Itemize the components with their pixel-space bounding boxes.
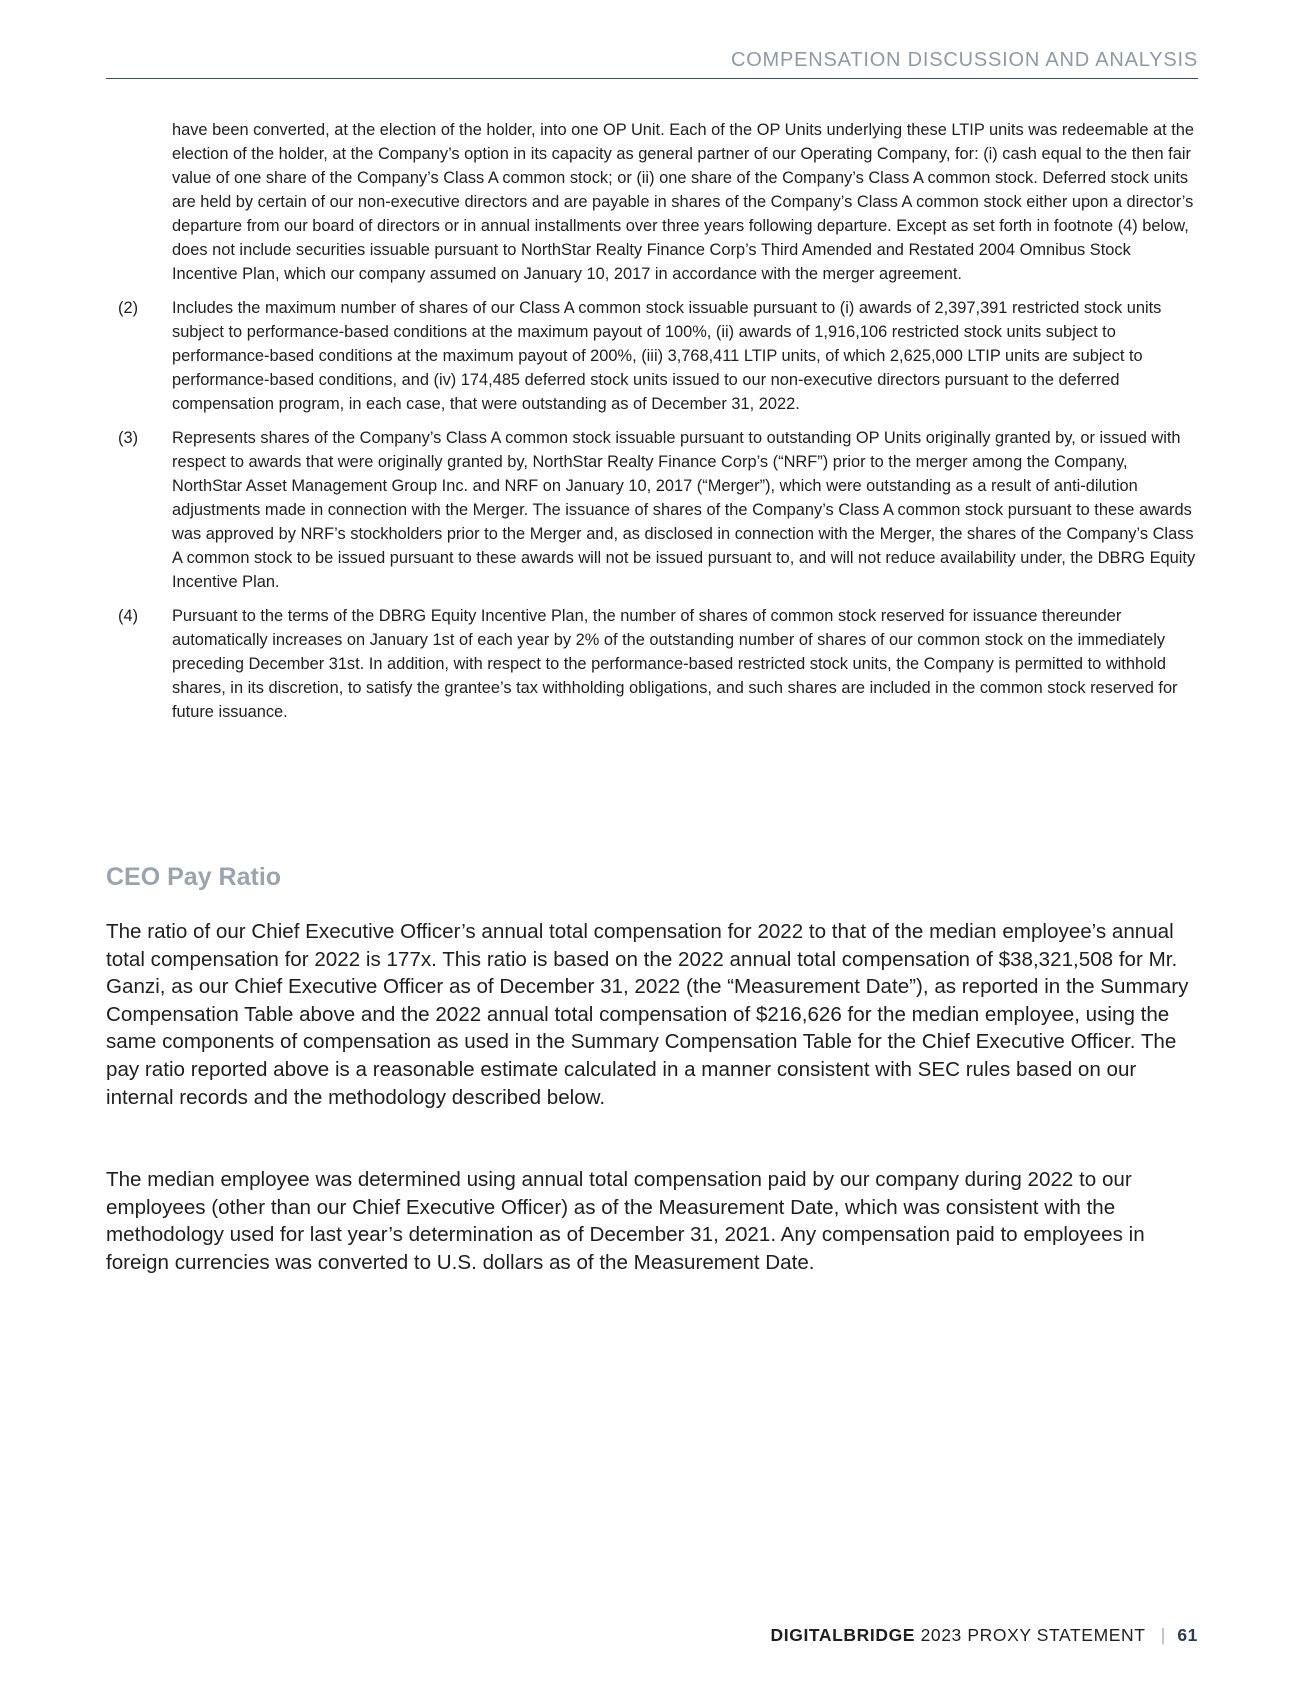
footer-document: 2023 PROXY STATEMENT	[920, 1625, 1146, 1645]
footnote-text: Includes the maximum number of shares of our Class A common stock issuable pursuant to (i) awards of 2,397,391 restricted stock units subject to performance-based conditions at the maximum payout of 100%, (ii) awards of 1,916,106 restricted stock units subject to performance-based conditions at the maximum payout of 200%, (iii) 3,768,411 LTIP units, of which 2,625,000 LTIP units are subject to performance-based conditions, and (iv) 174,485 deferred stock units issued to our non-executive directors pursuant to the deferred compensation program, in each case, that were outstanding as of December 31, 2022.	[172, 299, 1162, 413]
footnote-number: (2)	[118, 299, 139, 317]
footnotes	[106, 118, 1198, 734]
section-label: COMPENSATION DISCUSSION AND ANALYSIS	[730, 49, 1198, 71]
section-heading: CEO Pay Ratio	[106, 863, 282, 891]
footnote-text: have been converted, at the election of the holder, into one OP Unit. Each of the OP Units underlying these LTIP units was redeemable at the election of the holder, at the Company’s option in its capacity as general partner of our Operating Company, for: (i) cash equal to the then fair value of one share of the Company’s Class A common stock; or (ii) one share of the Company’s Class A common stock. Deferred stock units are held by certain of our non-executive directors and are payable in shares of the Company’s Class A common stock either upon a director’s departure from our board of directors or in annual installments over three years following departure. Except as set forth in footnote (4) below, does not include securities issuable pursuant to NorthStar Realty Finance Corp’s Third Amended and Restated 2004 Omnibus Stock Incentive Plan, which our company assumed on January 10, 2017 in accordance with the merger agreement.	[172, 121, 1195, 283]
footnote-number: (4)	[118, 607, 139, 625]
page-footer	[771, 1624, 1198, 1646]
footer-company: DIGITALBRIDGE	[770, 1625, 916, 1645]
footnote-text: Represents shares of the Company’s Class A common stock issuable pursuant to outstanding OP Units originally granted by, or issued with respect to awards that were originally granted by, NorthStar Realty Finance Corp’s (“NRF”) prior to the merger among the Company, NorthStar Asset Management Group Inc. and NRF on January 10, 2017 (“Merger”), which were outstanding as a result of anti-dilution adjustments made in connection with the Merger. The issuance of shares of the Company’s Class A common stock pursuant to these awards was approved by NRF’s stockholders prior to the Merger and, as disclosed in connection with the Merger, the shares of the Company’s Class A common stock to be issued pursuant to these awards will not be issued pursuant to, and will not reduce availability under, the DBRG Equity Incentive Plan.	[172, 429, 1196, 591]
footnote-text: Pursuant to the terms of the DBRG Equity Incentive Plan, the number of shares of common stock reserved for issuance thereunder automatically increases on January 1st of each year by 2% of the outstanding number of shares of our common stock on the immediately preceding December 31st. In addition, with respect to the performance-based restricted stock units, the Company is permitted to withhold shares, in its discretion, to satisfy the grantee’s tax withholding obligations, and such shares are included in the common stock reserved for future issuance.	[172, 607, 1178, 721]
page-number: 61	[1177, 1625, 1198, 1645]
body-paragraph: The ratio of our Chief Executive Officer’s annual total compensation for 2022 to that of the median employee’s annual total compensation for 2022 is 177x. This ratio is based on the 2022 annual total compensation of $38,321,508 for Mr. Ganzi, as our Chief Executive Officer as of December 31, 2022 (the “Measurement Date”), as reported in the Summary Compensation Table above and the 2022 annual total compensation of $216,626 for the median employee, using the same components of compensation as used in the Summary Compensation Table for the Chief Executive Officer. The pay ratio reported above is a reasonable estimate calculated in a manner consistent with SEC rules based on our internal records and the methodology described below.	[106, 920, 1189, 1109]
footnote-2	[106, 296, 1198, 416]
page-header	[106, 48, 1198, 79]
footnote-3	[106, 426, 1198, 594]
body-paragraph: The median employee was determined using annual total compensation paid by our company during 2022 to our employees (other than our Chief Executive Officer) as of the Measurement Date, which was consistent with the methodology used for last year’s determination as of December 31, 2021. Any compensation paid to employees in foreign currencies was converted to U.S. dollars as of the Measurement Date.	[106, 1168, 1145, 1274]
footnote-1-continued	[106, 118, 1198, 286]
footnote-number: (3)	[118, 429, 139, 447]
footer-divider: |	[1160, 1625, 1166, 1645]
footnote-4	[106, 604, 1198, 724]
